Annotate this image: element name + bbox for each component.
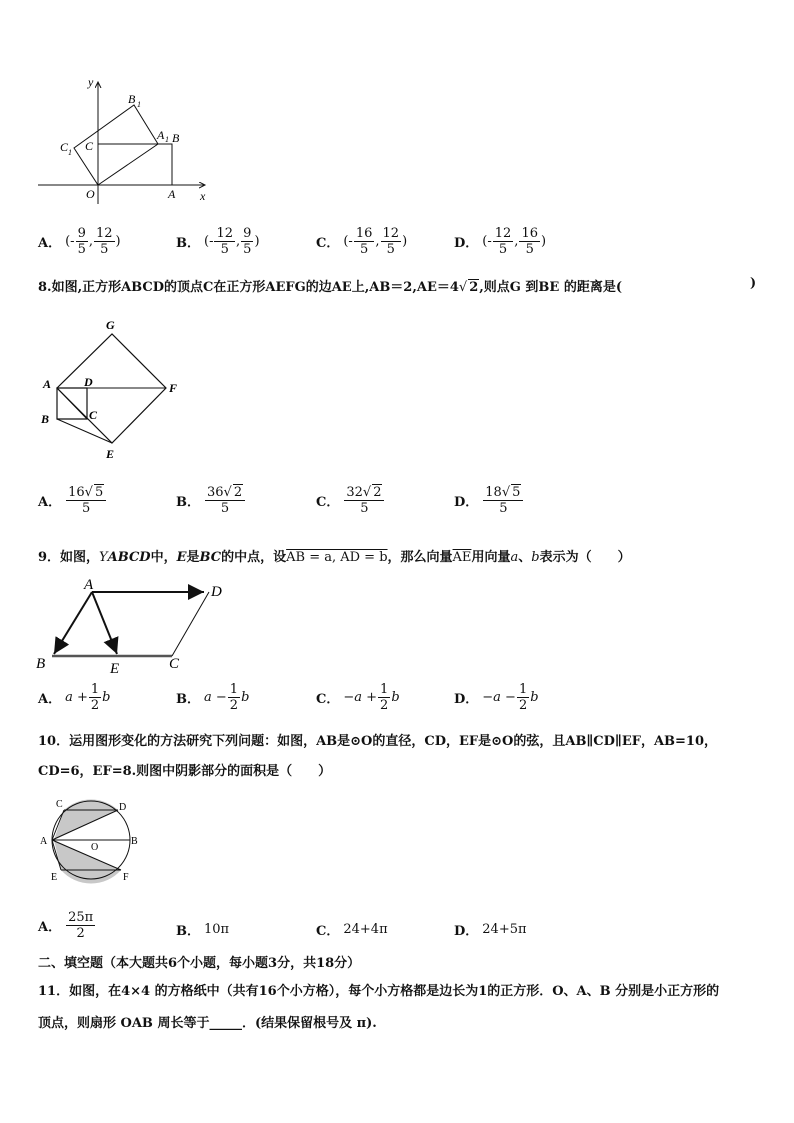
q9-option-c[interactable] bbox=[316, 682, 400, 713]
fraction bbox=[66, 484, 106, 516]
coef: 18 bbox=[485, 485, 502, 500]
q9-option-d[interactable] bbox=[454, 682, 539, 713]
q9-vector-b: b bbox=[531, 550, 540, 565]
q9-parallelogram-name: ABCD bbox=[107, 550, 151, 565]
fraction bbox=[94, 226, 115, 257]
paren-open: (- bbox=[204, 234, 214, 249]
comma: , bbox=[88, 234, 93, 249]
denominator: 5 bbox=[243, 242, 252, 257]
comma: , bbox=[514, 234, 519, 249]
q9-text: 的中点，设 bbox=[221, 550, 287, 565]
option-label: C． bbox=[316, 494, 340, 510]
denominator: 5 bbox=[220, 501, 230, 516]
label-a: A bbox=[43, 377, 52, 391]
fraction bbox=[381, 226, 402, 257]
q8-option-d[interactable] bbox=[454, 484, 524, 516]
numerator: 1 bbox=[90, 682, 100, 697]
option-label: B． bbox=[176, 924, 200, 939]
q10-option-d[interactable] bbox=[454, 920, 527, 939]
q9-text: 用向量 bbox=[471, 550, 511, 565]
label-e: E bbox=[110, 661, 120, 677]
label-f: F bbox=[123, 872, 129, 883]
fraction bbox=[517, 682, 529, 713]
q8-option-a[interactable] bbox=[38, 484, 107, 516]
expr-post: b bbox=[530, 690, 539, 705]
label-a: A bbox=[168, 187, 176, 201]
numerator: 12 bbox=[382, 226, 400, 241]
paren-close: ) bbox=[115, 234, 121, 249]
label-d: D bbox=[84, 375, 93, 389]
option-label: B． bbox=[176, 236, 200, 251]
fraction bbox=[354, 226, 375, 257]
label-c: C bbox=[169, 656, 180, 672]
denominator: 2 bbox=[518, 698, 528, 713]
radicand: 2 bbox=[373, 485, 382, 500]
q8-text-pre: 8.如图,正方形ABCD的顶点C在正方形AEFG的边AE上,AB＝2,AE＝4 bbox=[38, 280, 459, 295]
label-d: D bbox=[211, 584, 222, 600]
fraction bbox=[493, 226, 514, 257]
expr-post: b bbox=[102, 690, 111, 705]
label-c: C bbox=[85, 139, 94, 153]
denominator: 5 bbox=[359, 242, 369, 257]
expr-pre: −a + bbox=[343, 690, 378, 705]
denominator: 5 bbox=[386, 242, 395, 257]
numerator: 32√ 2 bbox=[344, 484, 384, 501]
label-e: E bbox=[51, 872, 58, 883]
numerator: 16√ 5 bbox=[66, 484, 106, 501]
denominator: 2 bbox=[76, 926, 85, 941]
vector-ae bbox=[92, 592, 117, 654]
q10-stem-line1: 10．运用图形变化的方法研究下列问题：如图，AB是⊙O的直径，CD，EF是⊙O的弦，且AB∥CD∥EF，AB=10， bbox=[38, 734, 718, 749]
section-heading-fill-in: 二、填空题（本大题共6个小题，每小题3分，共18分） bbox=[38, 956, 361, 971]
q7-option-b[interactable] bbox=[176, 226, 260, 257]
paren-close: ) bbox=[254, 234, 260, 249]
vector-ab bbox=[54, 592, 92, 654]
label-o: O bbox=[91, 842, 99, 853]
option-label: C． bbox=[316, 692, 340, 707]
option-label: C． bbox=[316, 236, 340, 251]
expr-pre: a − bbox=[204, 690, 227, 705]
denominator: 2 bbox=[90, 698, 100, 713]
label-g: G bbox=[106, 318, 115, 332]
label-e: E bbox=[106, 447, 115, 461]
denominator: 5 bbox=[77, 242, 86, 257]
q9-option-b[interactable] bbox=[176, 682, 249, 713]
rect-oabc bbox=[98, 144, 172, 185]
q11-stem-line1: 11．如图，在4×4 的方格纸中（共有16个小方格），每个小方格都是边长为1的正方形．O、A、B 分别是小正方形的 bbox=[38, 984, 720, 999]
line-ac bbox=[57, 388, 87, 419]
numerator: 9 bbox=[243, 226, 252, 241]
comma: , bbox=[236, 234, 241, 249]
label-b1-sub: 1 bbox=[137, 100, 141, 109]
denominator: 5 bbox=[498, 242, 508, 257]
numerator: 16 bbox=[521, 226, 538, 241]
denominator: 2 bbox=[380, 698, 389, 713]
label-c1-sub: 1 bbox=[68, 148, 72, 157]
label-o: O bbox=[86, 187, 95, 201]
numerator: 12 bbox=[95, 226, 113, 241]
option-label: C． bbox=[316, 924, 340, 939]
q10-stem-line2: CD=6，EF=8.则图中阴影部分的面积是（ ） bbox=[38, 764, 332, 779]
numerator: 16 bbox=[355, 226, 373, 241]
coef: 16 bbox=[68, 485, 85, 500]
q11-stem-line2: 顶点，则扇形 OAB 周长等于_____．(结果保留根号及 π). bbox=[38, 1016, 377, 1031]
q9-text: 9．如图， bbox=[38, 550, 100, 565]
option-label: A． bbox=[38, 236, 62, 251]
option-label: B． bbox=[176, 692, 200, 707]
q7-option-c[interactable] bbox=[316, 226, 407, 257]
radicand: 5 bbox=[94, 485, 104, 500]
label-b: B bbox=[36, 656, 46, 672]
figure-q8-squares bbox=[36, 316, 186, 466]
coef: 32 bbox=[346, 485, 363, 500]
option-label: A． bbox=[38, 920, 62, 935]
q10-option-c[interactable] bbox=[316, 920, 388, 939]
q9-vector-ae: $\overline{AE}$ bbox=[452, 550, 472, 565]
fraction bbox=[228, 682, 240, 713]
fraction bbox=[76, 226, 88, 257]
option-value: 24+4π bbox=[343, 922, 388, 937]
comma: , bbox=[375, 234, 380, 249]
expr-pre: −a − bbox=[482, 690, 516, 705]
q8-option-c[interactable] bbox=[316, 484, 385, 516]
denominator: 5 bbox=[220, 242, 229, 257]
numerator: 25π bbox=[68, 910, 94, 925]
q9-text: 中， bbox=[150, 550, 177, 565]
paren-open: (- bbox=[482, 234, 492, 249]
q9-stem: 9．如图，YABCD中，E是BC的中点，设AB = a, AD = b，那么向量$\overline{AE}$用向量a、b表示为（ ） bbox=[38, 550, 631, 565]
fraction bbox=[89, 682, 101, 713]
label-d: D bbox=[119, 802, 127, 813]
q7-option-a[interactable] bbox=[38, 226, 121, 257]
paren-close: ) bbox=[402, 234, 408, 249]
option-label: D． bbox=[454, 924, 479, 939]
figure-q9-parallelogram bbox=[34, 572, 234, 677]
paren-close: ) bbox=[540, 234, 547, 249]
q8-sqrt: 2 bbox=[469, 280, 479, 295]
numerator: 36√ 2 bbox=[205, 484, 245, 501]
q9-text: ，那么向量 bbox=[387, 550, 453, 565]
fraction bbox=[205, 484, 245, 516]
option-label: D． bbox=[454, 692, 479, 707]
label-a: A bbox=[40, 836, 48, 847]
label-a1-sub: 1 bbox=[165, 135, 169, 144]
q9-separator: 、 bbox=[518, 550, 532, 565]
q10-option-a[interactable] bbox=[38, 910, 96, 941]
fraction bbox=[241, 226, 253, 257]
q9-segment-bc: BC bbox=[199, 550, 222, 565]
q8-paren-close: ) bbox=[750, 276, 757, 291]
paren-open: (- bbox=[65, 234, 75, 249]
numerator: 1 bbox=[518, 682, 528, 697]
option-label: A． bbox=[38, 494, 62, 510]
figure-q10-circle bbox=[36, 796, 146, 886]
option-value: 24+5π bbox=[482, 922, 527, 937]
fraction bbox=[519, 226, 540, 257]
denominator: 5 bbox=[100, 242, 109, 257]
segment-cd bbox=[172, 592, 209, 656]
label-a1: A bbox=[157, 128, 165, 142]
numerator: 1 bbox=[229, 682, 239, 697]
label-c: C bbox=[56, 799, 63, 810]
coef: 36 bbox=[207, 485, 224, 500]
q8-stem: 8.如图,正方形ABCD的顶点C在正方形AEFG的边AE上,AB＝2,AE＝4√ 2,则点G 到BE 的距离是( bbox=[38, 280, 622, 295]
expr-post: b bbox=[241, 690, 250, 705]
fraction bbox=[378, 682, 390, 713]
q10-option-b[interactable] bbox=[176, 920, 229, 939]
option-value: 10π bbox=[204, 922, 230, 937]
option-label: A． bbox=[38, 692, 62, 707]
numerator: 1 bbox=[380, 682, 389, 697]
q7-option-d[interactable] bbox=[454, 226, 546, 257]
figure-q7-coordinate bbox=[30, 72, 220, 212]
radicand: 2 bbox=[233, 485, 243, 500]
q9-option-a[interactable] bbox=[38, 682, 110, 713]
fraction bbox=[483, 484, 523, 516]
numerator: 12 bbox=[216, 226, 234, 241]
label-f: F bbox=[169, 381, 178, 395]
denominator: 2 bbox=[229, 698, 239, 713]
expr-pre: a + bbox=[65, 690, 88, 705]
numerator: 18√ 5 bbox=[483, 484, 523, 501]
label-c1: C bbox=[60, 140, 69, 154]
denominator: 5 bbox=[499, 501, 508, 516]
numerator: 12 bbox=[494, 226, 512, 241]
q9-vectors: AB = a, AD = b bbox=[286, 550, 388, 565]
label-a: A bbox=[84, 577, 94, 593]
q8-option-b[interactable] bbox=[176, 484, 246, 516]
fraction bbox=[66, 910, 95, 941]
label-c: C bbox=[89, 408, 98, 422]
paren-open: (- bbox=[343, 234, 353, 249]
denominator: 5 bbox=[525, 242, 534, 257]
label-x: x bbox=[200, 189, 206, 203]
q8-text-post: ,则点G 到BE 的距离是( bbox=[479, 280, 622, 295]
q9-text: 表示为（ ） bbox=[539, 550, 631, 565]
fraction bbox=[344, 484, 384, 516]
line-be bbox=[57, 419, 112, 443]
option-label: D． bbox=[454, 236, 479, 251]
option-label: D． bbox=[454, 494, 479, 510]
label-b: B bbox=[131, 836, 138, 847]
radicand: 5 bbox=[512, 485, 521, 500]
shade-bottom bbox=[54, 840, 121, 884]
denominator: 5 bbox=[82, 501, 91, 516]
label-b: B bbox=[41, 412, 50, 426]
denominator: 5 bbox=[360, 501, 369, 516]
label-y: y bbox=[88, 75, 94, 89]
q9-vector-a: a bbox=[510, 550, 519, 565]
label-b: B bbox=[172, 131, 180, 145]
numerator: 9 bbox=[77, 226, 86, 241]
q9-text: 是 bbox=[186, 550, 200, 565]
fraction bbox=[214, 226, 235, 257]
label-b1: B bbox=[128, 92, 136, 106]
option-label: B． bbox=[176, 494, 200, 510]
expr-post: b bbox=[391, 690, 400, 705]
q9-point-e: E bbox=[176, 550, 187, 565]
